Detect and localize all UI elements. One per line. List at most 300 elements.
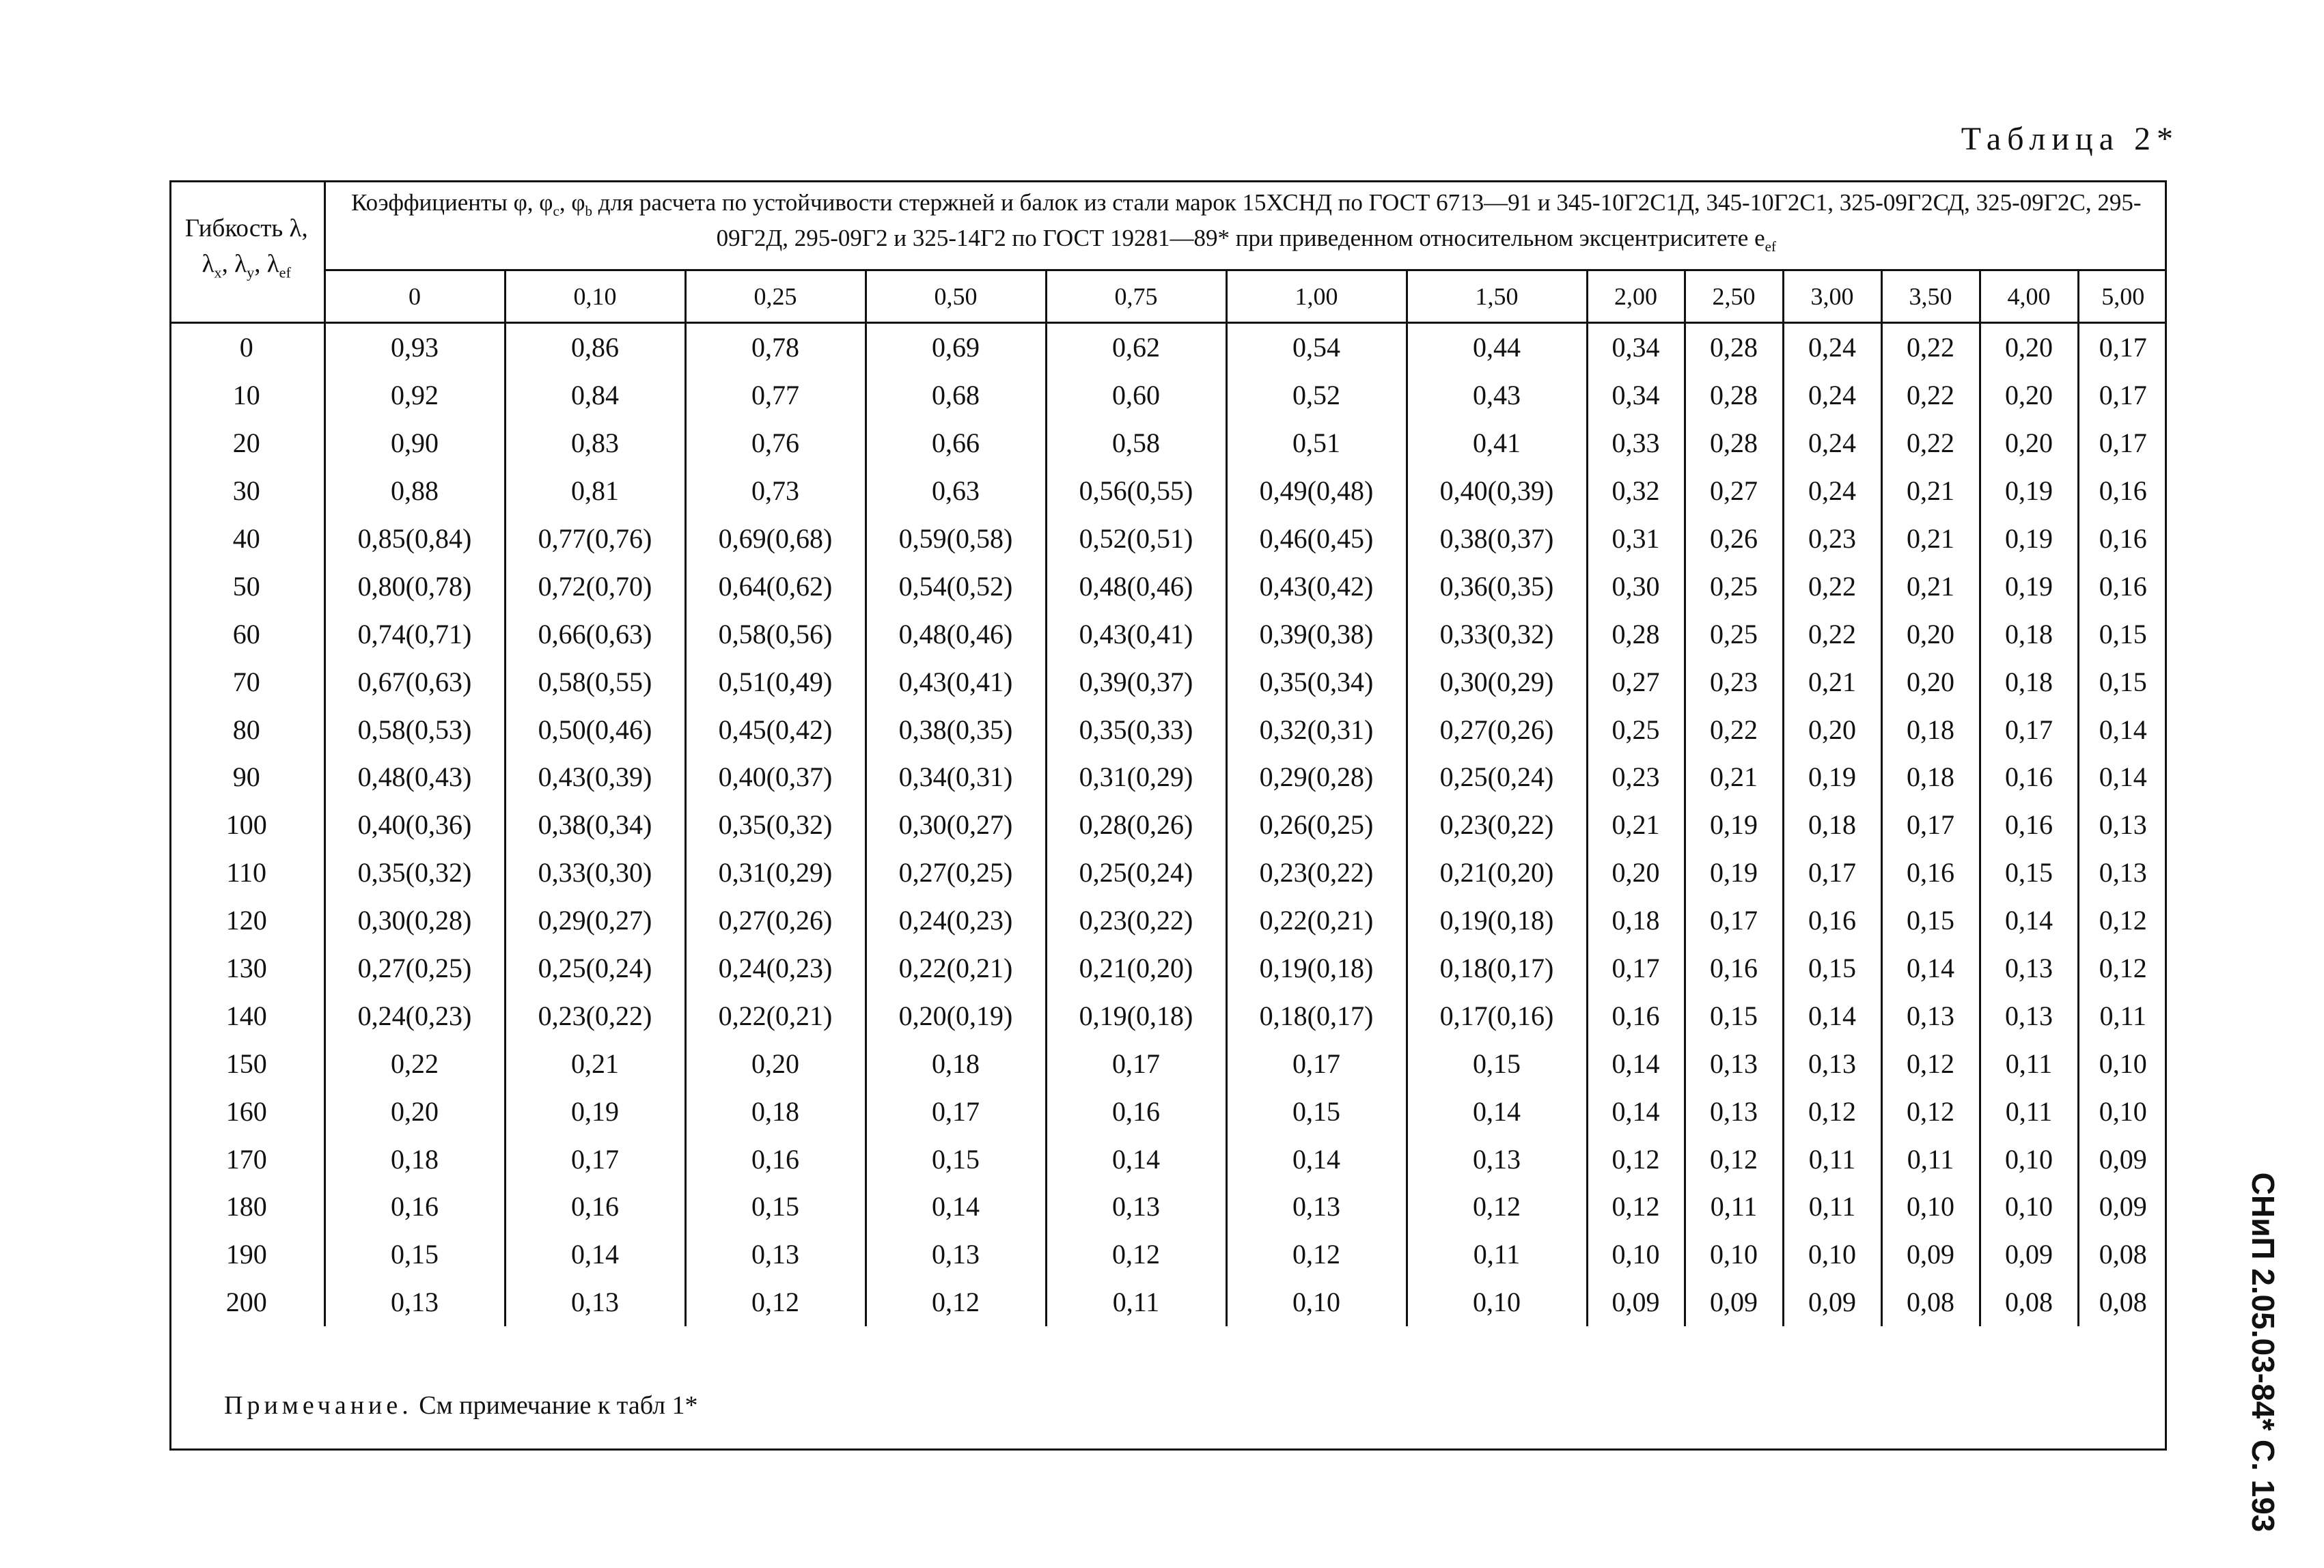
coefficient-cell: 0,14: [2099, 761, 2147, 793]
coefficient-cell: 0,48(0,46): [1046, 562, 1226, 610]
coefficient-cell: 0,15: [324, 1231, 505, 1278]
coefficient-cell: 0,13: [1046, 1183, 1226, 1231]
coefficient-cell: 0,11: [1783, 1183, 1881, 1231]
coefficient-cell: 0,64(0,62): [685, 562, 866, 610]
coefficient-cell: 0,08: [2099, 1239, 2147, 1270]
coefficient-cell: 0,30(0,29): [1407, 658, 1587, 705]
coefficient-cell: 0,27(0,26): [1407, 705, 1587, 753]
coefficient-cell: 0,15: [1226, 1087, 1407, 1135]
coefficient-cell: 0,22(0,21): [866, 944, 1046, 992]
table-row: [169, 562, 2167, 610]
coefficient-cell: 0,43(0,42): [1226, 562, 1407, 610]
coefficient-cell: 0,16: [1685, 944, 1783, 992]
coefficient-cell: 0,24(0,23): [866, 897, 1046, 944]
coefficient-cell: 0,20: [1980, 419, 2078, 467]
coefficient-cell: 0,15: [1407, 1039, 1587, 1087]
coefficient-cell: 0,22(0,21): [685, 992, 866, 1039]
coefficient-cell: 0,34: [1587, 323, 1685, 372]
eccentricity-column-header: 0,75: [1046, 270, 1226, 323]
coefficient-cell: 0,60: [1046, 372, 1226, 419]
table-row: [169, 1183, 2167, 1231]
table-row: [169, 1278, 2167, 1326]
coefficient-cell: 0,20: [1587, 849, 1685, 897]
coefficient-cell: 0,13: [1980, 992, 2078, 1039]
coefficient-cell: 0,13: [1407, 1135, 1587, 1183]
coefficient-cell: 0,09: [1685, 1278, 1783, 1326]
coefficient-cell: 0,25: [1587, 705, 1685, 753]
coefficient-cell: 0,18: [1980, 658, 2078, 705]
coefficient-cell: 0,58(0,53): [324, 705, 505, 753]
slenderness-value: 150: [169, 1039, 324, 1087]
coefficient-cell: 0,29(0,27): [505, 897, 685, 944]
coefficient-cell: 0,08: [1881, 1278, 1980, 1326]
coefficient-cell: 0,32(0,31): [1226, 705, 1407, 753]
coefficient-cell: 0,21: [1881, 467, 1980, 515]
coefficient-cell: 0,72(0,70): [505, 562, 685, 610]
coefficient-cell: 0,43(0,41): [1046, 610, 1226, 658]
coefficient-cell: 0,09: [1587, 1278, 1685, 1326]
coefficient-cell: 0,88: [324, 467, 505, 515]
note-label: Примечание.: [224, 1391, 413, 1420]
coefficient-cell: 0,24: [1783, 419, 1881, 467]
coefficient-cell: 0,27: [1587, 658, 1685, 705]
coefficient-cell: 0,14: [2099, 714, 2147, 745]
table-row: [169, 1087, 2167, 1135]
slenderness-value: 190: [169, 1231, 324, 1278]
coefficient-cell: 0,63: [866, 467, 1046, 515]
coefficient-cell: 0,13: [2099, 809, 2147, 841]
coefficient-cell: 0,22: [1783, 562, 1881, 610]
coefficient-cell: 0,12: [1407, 1183, 1587, 1231]
table-row: [169, 372, 2167, 419]
table-body: [169, 323, 2167, 1326]
coefficient-cell: 0,11: [1685, 1183, 1783, 1231]
coefficient-cell: 0,86: [505, 323, 685, 372]
eccentricity-column-header: 0,25: [685, 270, 866, 323]
coefficient-cell: 0,21: [505, 1039, 685, 1087]
coefficient-cell: 0,14: [1980, 897, 2078, 944]
coefficient-cell: 0,22: [1881, 372, 1980, 419]
coefficient-cell: 0,19: [1980, 467, 2078, 515]
eccentricity-header-row: [169, 270, 2167, 323]
coefficient-cell: 0,34(0,31): [866, 753, 1046, 801]
coefficient-cell: 0,23(0,22): [1226, 849, 1407, 897]
side-stamp-text: СНиП 2.05.03-84* С. 193: [2245, 1172, 2281, 1532]
coefficient-cell: 0,43(0,41): [866, 658, 1046, 705]
coefficient-cell: 0,09: [2099, 1143, 2147, 1175]
coefficient-cell: 0,14: [1046, 1135, 1226, 1183]
coefficient-cell: 0,14: [1407, 1087, 1587, 1135]
slenderness-value: 90: [169, 753, 324, 801]
coefficient-cell: 0,41: [1407, 419, 1587, 467]
slenderness-value: 30: [169, 467, 324, 515]
coefficient-cell: 0,10: [2099, 1095, 2147, 1127]
coefficient-cell: 0,39(0,38): [1226, 610, 1407, 658]
coefficient-cell: 0,17: [2099, 380, 2147, 411]
coefficient-cell: 0,13: [324, 1278, 505, 1326]
eccentricity-column-header: 3,00: [1783, 270, 1881, 323]
coefficient-cell: 0,35(0,34): [1226, 658, 1407, 705]
table-row: [169, 753, 2167, 801]
slenderness-value: 40: [169, 515, 324, 563]
coefficient-cell: 0,74(0,71): [324, 610, 505, 658]
coefficient-cell: 0,24: [1783, 372, 1881, 419]
coefficient-cell: 0,28: [1587, 610, 1685, 658]
coefficient-cell: 0,46(0,45): [1226, 515, 1407, 563]
coefficient-cell: 0,28(0,26): [1046, 801, 1226, 849]
coefficient-cell: 0,27(0,26): [685, 897, 866, 944]
coefficient-cell: 0,93: [324, 323, 505, 372]
coefficient-cell: 0,14: [866, 1183, 1046, 1231]
coefficient-cell: 0,18: [866, 1039, 1046, 1087]
coefficient-cell: 0,51(0,49): [685, 658, 866, 705]
coefficient-cell: 0,12: [2099, 953, 2147, 984]
coefficient-cell: 0,12: [1587, 1183, 1685, 1231]
coefficient-cell: 0,11: [1407, 1231, 1587, 1278]
coefficient-cell: 0,19(0,18): [1046, 992, 1226, 1039]
table-row: [169, 323, 2167, 372]
coefficient-cell: 0,35(0,33): [1046, 705, 1226, 753]
coefficient-cell: 0,18: [324, 1135, 505, 1183]
coefficient-cell: 0,23(0,22): [1046, 897, 1226, 944]
coefficient-cell: 0,38(0,35): [866, 705, 1046, 753]
eccentricity-column-header: 2,00: [1587, 270, 1685, 323]
side-stamp: [2236, 1171, 2291, 1533]
coefficients-caption: Коэффициенты φ, $\varphi_c$, $\varphi_b$ для расчета по устойчивости стержней и балок из стали марок 15ХСНД по ГОСТ 6713—91 и 345-10Г2С1Д, 345-10Г2С1, 325-09Г2СД, 325-09Г2С, 295-09Г2Д, 295-09Г2 и 325-14Г2 по ГОСТ 19281—89* при приведенном относительном эксцентриситете $e_{ef}$: [324, 180, 2167, 270]
coefficient-cell: 0,11: [1980, 1087, 2078, 1135]
slenderness-value: 180: [169, 1183, 324, 1231]
eccentricity-column-header: 1,50: [1407, 270, 1587, 323]
coefficient-cell: 0,19: [1980, 562, 2078, 610]
coefficient-cell: 0,17: [1881, 801, 1980, 849]
coefficient-cell: 0,58(0,56): [685, 610, 866, 658]
coefficient-cell: 0,21: [1587, 801, 1685, 849]
note-text: См примечание к табл 1*: [419, 1391, 698, 1420]
table-note: [224, 1390, 698, 1420]
eccentricity-column-header: 4,00: [1980, 270, 2078, 323]
slenderness-value: 60: [169, 610, 324, 658]
coefficient-cell: 0,13: [1980, 944, 2078, 992]
coefficient-cell: 0,16: [1980, 753, 2078, 801]
coefficient-cell: 0,31(0,29): [685, 849, 866, 897]
coefficient-cell: 0,90: [324, 419, 505, 467]
coefficient-cell: 0,43(0,39): [505, 753, 685, 801]
coefficient-cell: 0,50(0,46): [505, 705, 685, 753]
coefficient-cell: 0,15: [685, 1183, 866, 1231]
slenderness-value: 20: [169, 419, 324, 467]
coefficient-cell: 0,25: [1685, 562, 1783, 610]
coefficient-cell: 0,10: [1685, 1231, 1783, 1278]
coefficient-cell: 0,18: [1881, 753, 1980, 801]
coefficient-cell: 0,16: [2099, 523, 2147, 554]
eccentricity-column-header: 1,00: [1226, 270, 1407, 323]
coefficient-cell: 0,17: [2099, 332, 2147, 363]
coefficient-cell: 0,16: [1046, 1087, 1226, 1135]
coefficient-cell: 0,28: [1685, 323, 1783, 372]
coefficient-cell: 0,15: [2099, 666, 2147, 697]
coefficient-cell: 0,17: [866, 1087, 1046, 1135]
coefficient-cell: 0,08: [2099, 1287, 2147, 1318]
coefficient-cell: 0,13: [1783, 1039, 1881, 1087]
coefficient-cell: 0,11: [2099, 1000, 2147, 1031]
coefficient-table: [169, 180, 2167, 1326]
coefficient-cell: 0,21: [1685, 753, 1783, 801]
slenderness-value: 70: [169, 658, 324, 705]
table-row: [169, 944, 2167, 992]
coefficient-cell: 0,24: [1783, 323, 1881, 372]
coefficient-cell: 0,30: [1587, 562, 1685, 610]
coefficient-cell: 0,21: [1881, 562, 1980, 610]
coefficient-cell: 0,67(0,63): [324, 658, 505, 705]
coefficient-cell: 0,13: [1685, 1087, 1783, 1135]
slenderness-value: 100: [169, 801, 324, 849]
coefficient-cell: 0,10: [1783, 1231, 1881, 1278]
coefficient-cell: 0,11: [1046, 1278, 1226, 1326]
coefficient-cell: 0,24(0,23): [685, 944, 866, 992]
coefficient-cell: 0,18(0,17): [1226, 992, 1407, 1039]
coefficient-cell: 0,85(0,84): [324, 515, 505, 563]
coefficient-cell: 0,22: [1685, 705, 1783, 753]
coefficient-cell: 0,39(0,37): [1046, 658, 1226, 705]
coefficient-cell: 0,45(0,42): [685, 705, 866, 753]
slenderness-value: 160: [169, 1087, 324, 1135]
coefficient-cell: 0,20: [1881, 658, 1980, 705]
coefficient-cell: 0,09: [1783, 1278, 1881, 1326]
coefficient-cell: 0,09: [1881, 1231, 1980, 1278]
table-row: [169, 515, 2167, 563]
coefficient-cell: 0,20: [324, 1087, 505, 1135]
coefficient-cell: 0,18(0,17): [1407, 944, 1587, 992]
coefficient-cell: 0,16: [1783, 897, 1881, 944]
coefficient-cell: 0,29(0,28): [1226, 753, 1407, 801]
slenderness-header: Гибкость λ, $\lambda_x$, $\lambda_y$, $\lambda_{ef}$: [169, 180, 324, 323]
coefficient-cell: 0,77(0,76): [505, 515, 685, 563]
coefficient-cell: 0,59(0,58): [866, 515, 1046, 563]
coefficient-cell: 0,15: [1881, 897, 1980, 944]
coefficient-cell: 0,09: [2099, 1191, 2147, 1222]
coefficient-cell: 0,23(0,22): [1407, 801, 1587, 849]
coefficient-cell: 0,20: [1783, 705, 1881, 753]
coefficient-cell: 0,49(0,48): [1226, 467, 1407, 515]
coefficient-cell: 0,14: [1587, 1039, 1685, 1087]
coefficient-cell: 0,12: [1881, 1087, 1980, 1135]
table-row: [169, 1135, 2167, 1183]
coefficient-cell: 0,15: [1980, 849, 2078, 897]
coefficient-cell: 0,11: [1980, 1039, 2078, 1087]
coefficient-cell: 0,13: [1881, 992, 1980, 1039]
coefficient-cell: 0,13: [1226, 1183, 1407, 1231]
coefficient-cell: 0,24: [1783, 467, 1881, 515]
table-row: [169, 467, 2167, 515]
table-row: [169, 419, 2167, 467]
coefficient-cell: 0,12: [1046, 1231, 1226, 1278]
coefficient-cell: 0,12: [2099, 905, 2147, 936]
coefficient-cell: 0,14: [1783, 992, 1881, 1039]
coefficient-cell: 0,35(0,32): [324, 849, 505, 897]
coefficient-cell: 0,25(0,24): [505, 944, 685, 992]
coefficient-cell: 0,12: [1881, 1039, 1980, 1087]
slenderness-value: 200: [169, 1278, 324, 1326]
coefficient-cell: 0,21(0,20): [1046, 944, 1226, 992]
slenderness-value: 10: [169, 372, 324, 419]
coefficient-cell: 0,12: [685, 1278, 866, 1326]
coefficient-cell: 0,15: [866, 1135, 1046, 1183]
coefficient-cell: 0,10: [2099, 1048, 2147, 1079]
coefficient-cell: 0,19: [1783, 753, 1881, 801]
coefficient-cell: 0,38(0,34): [505, 801, 685, 849]
table-row: [169, 658, 2167, 705]
coefficient-cell: 0,58: [1046, 419, 1226, 467]
coefficient-cell: 0,22: [1783, 610, 1881, 658]
coefficient-cell: 0,15: [1685, 992, 1783, 1039]
coefficient-cell: 0,73: [685, 467, 866, 515]
coefficient-cell: 0,14: [1587, 1087, 1685, 1135]
coefficient-cell: 0,35(0,32): [685, 801, 866, 849]
coefficient-cell: 0,19: [1685, 801, 1783, 849]
coefficient-cell: 0,14: [1226, 1135, 1407, 1183]
coefficient-cell: 0,17(0,16): [1407, 992, 1587, 1039]
coefficient-cell: 0,30(0,27): [866, 801, 1046, 849]
coefficient-cell: 0,80(0,78): [324, 562, 505, 610]
coefficient-cell: 0,16: [324, 1183, 505, 1231]
coefficient-cell: 0,27(0,25): [866, 849, 1046, 897]
coefficient-cell: 0,20: [1980, 372, 2078, 419]
coefficient-cell: 0,11: [1783, 1135, 1881, 1183]
coefficient-cell: 0,58(0,55): [505, 658, 685, 705]
coefficient-cell: 0,40(0,37): [685, 753, 866, 801]
coefficient-cell: 0,15: [1783, 944, 1881, 992]
slenderness-value: 0: [169, 323, 324, 372]
coefficient-cell: 0,33: [1587, 419, 1685, 467]
coefficient-cell: 0,77: [685, 372, 866, 419]
coefficient-cell: 0,40(0,39): [1407, 467, 1587, 515]
coefficient-cell: 0,19(0,18): [1407, 897, 1587, 944]
coefficient-cell: 0,20: [1980, 323, 2078, 372]
coefficient-cell: 0,28: [1685, 419, 1783, 467]
coefficient-cell: 0,48(0,46): [866, 610, 1046, 658]
coefficient-cell: 0,32: [1587, 467, 1685, 515]
coefficient-cell: 0,21: [1783, 658, 1881, 705]
coefficient-cell: 0,17: [2099, 428, 2147, 459]
coefficient-cell: 0,12: [1226, 1231, 1407, 1278]
coefficient-cell: 0,25(0,24): [1407, 753, 1587, 801]
table-row: [169, 1039, 2167, 1087]
coefficient-cell: 0,33(0,32): [1407, 610, 1587, 658]
coefficient-cell: 0,12: [1783, 1087, 1881, 1135]
coefficient-cell: 0,28: [1685, 372, 1783, 419]
coefficient-cell: 0,10: [1980, 1183, 2078, 1231]
coefficient-cell: 0,62: [1046, 323, 1226, 372]
slenderness-value: 130: [169, 944, 324, 992]
coefficient-cell: 0,27(0,25): [324, 944, 505, 992]
coefficient-cell: 0,13: [866, 1231, 1046, 1278]
coefficient-cell: 0,54(0,52): [866, 562, 1046, 610]
coefficient-cell: 0,26: [1685, 515, 1783, 563]
coefficient-cell: 0,25(0,24): [1046, 849, 1226, 897]
coefficient-cell: 0,22: [1881, 323, 1980, 372]
coefficient-cell: 0,15: [2099, 618, 2147, 649]
coefficient-cell: 0,20: [685, 1039, 866, 1087]
table-row: [169, 897, 2167, 944]
coefficient-cell: 0,16: [2099, 475, 2147, 507]
coefficient-cell: 0,84: [505, 372, 685, 419]
eccentricity-column-header: 0,10: [505, 270, 685, 323]
coefficient-cell: 0,31(0,29): [1046, 753, 1226, 801]
coefficient-cell: 0,10: [1407, 1278, 1587, 1326]
coefficient-cell: 0,44: [1407, 323, 1587, 372]
coefficient-cell: 0,34: [1587, 372, 1685, 419]
table-row: [169, 801, 2167, 849]
slenderness-value: 140: [169, 992, 324, 1039]
coefficient-cell: 0,17: [1980, 705, 2078, 753]
coefficient-cell: 0,22: [324, 1039, 505, 1087]
coefficient-cell: 0,10: [1980, 1135, 2078, 1183]
coefficient-cell: 0,51: [1226, 419, 1407, 467]
coefficient-cell: 0,52: [1226, 372, 1407, 419]
coefficient-cell: 0,17: [1685, 897, 1783, 944]
coefficient-cell: 0,18: [1881, 705, 1980, 753]
coefficient-cell: 0,23(0,22): [505, 992, 685, 1039]
coefficient-cell: 0,12: [1587, 1135, 1685, 1183]
eccentricity-column-header: 0,50: [866, 270, 1046, 323]
slenderness-value: 50: [169, 562, 324, 610]
coefficient-cell: 0,17: [1783, 849, 1881, 897]
coefficient-cell: 0,22: [1881, 419, 1980, 467]
coefficient-cell: 0,43: [1407, 372, 1587, 419]
coefficient-cell: 0,25: [1685, 610, 1783, 658]
coefficient-cell: 0,16: [685, 1135, 866, 1183]
coefficient-cell: 0,11: [1881, 1135, 1980, 1183]
coefficient-cell: 0,16: [505, 1183, 685, 1231]
eccentricity-column-header: 0: [324, 270, 505, 323]
slenderness-value: 80: [169, 705, 324, 753]
coefficient-cell: 0,19(0,18): [1226, 944, 1407, 992]
table-row: [169, 705, 2167, 753]
coefficient-cell: 0,52(0,51): [1046, 515, 1226, 563]
coefficient-cell: 0,26(0,25): [1226, 801, 1407, 849]
coefficient-cell: 0,66(0,63): [505, 610, 685, 658]
table-row: [169, 849, 2167, 897]
coefficient-cell: 0,30(0,28): [324, 897, 505, 944]
coefficient-cell: 0,12: [1685, 1135, 1783, 1183]
table-title: Таблица 2*: [1961, 121, 2179, 157]
coefficient-cell: 0,19: [1980, 515, 2078, 563]
coefficient-cell: 0,17: [1046, 1039, 1226, 1087]
coefficient-cell: 0,38(0,37): [1407, 515, 1587, 563]
coefficient-cell: 0,12: [866, 1278, 1046, 1326]
coefficient-cell: 0,16: [1587, 992, 1685, 1039]
coefficient-cell: 0,54: [1226, 323, 1407, 372]
coefficient-cell: 0,17: [1226, 1039, 1407, 1087]
coefficient-cell: 0,24(0,23): [324, 992, 505, 1039]
coefficient-cell: 0,36(0,35): [1407, 562, 1587, 610]
coefficient-cell: 0,23: [1783, 515, 1881, 563]
coefficient-cell: 0,10: [1587, 1231, 1685, 1278]
coefficient-cell: 0,19: [505, 1087, 685, 1135]
eccentricity-column-header: 3,50: [1881, 270, 1980, 323]
coefficient-cell: 0,18: [1980, 610, 2078, 658]
coefficient-cell: 0,10: [1226, 1278, 1407, 1326]
coefficient-cell: 0,76: [685, 419, 866, 467]
coefficient-cell: 0,13: [2099, 857, 2147, 888]
coefficient-cell: 0,23: [1587, 753, 1685, 801]
coefficient-cell: 0,68: [866, 372, 1046, 419]
coefficient-cell: 0,17: [505, 1135, 685, 1183]
coefficient-cell: 0,21(0,20): [1407, 849, 1587, 897]
coefficient-cell: 0,13: [1685, 1039, 1783, 1087]
coefficient-cell: 0,66: [866, 419, 1046, 467]
coefficient-cell: 0,69: [866, 323, 1046, 372]
